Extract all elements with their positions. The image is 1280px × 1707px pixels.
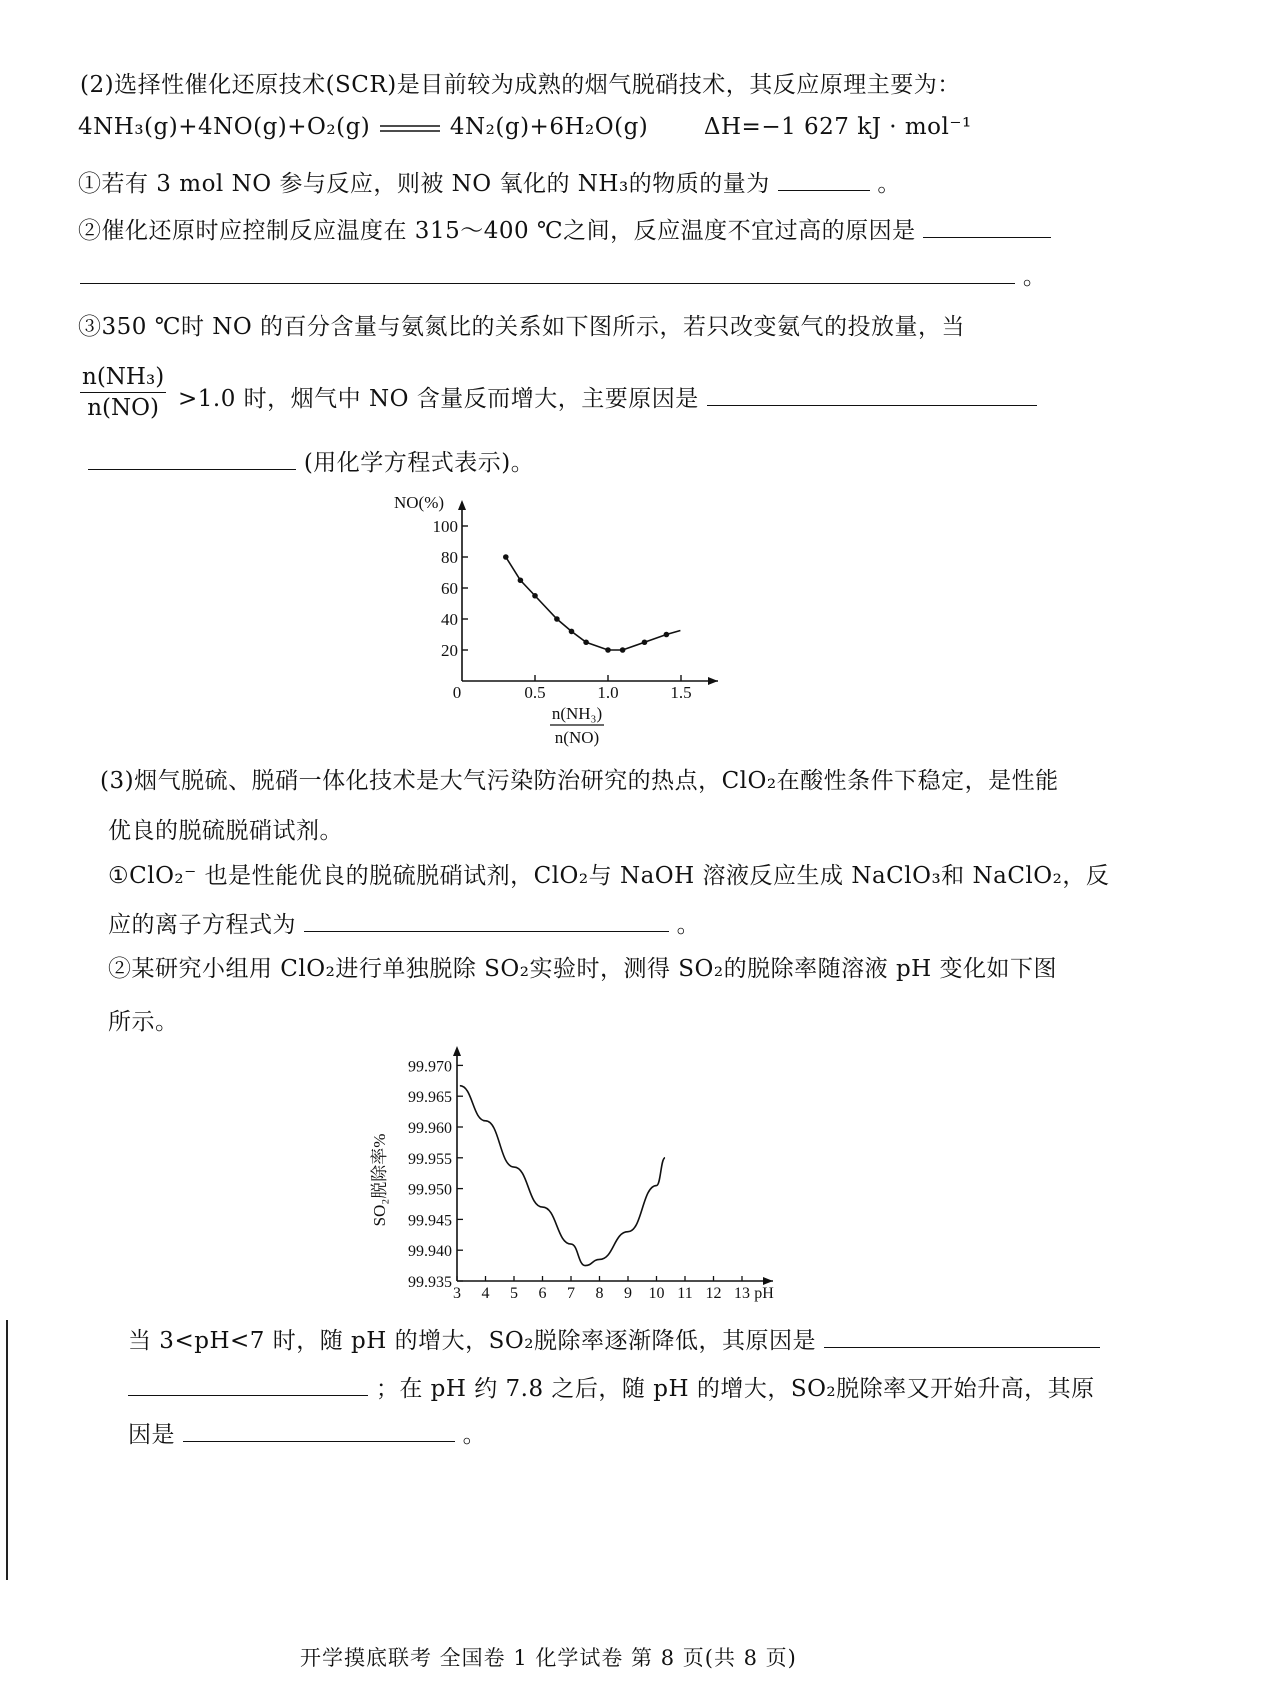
y-tick-label: 100 <box>432 517 458 536</box>
y-tick-label: 60 <box>441 579 458 598</box>
x-tick-label: 9 <box>624 1285 632 1302</box>
data-point <box>605 647 611 653</box>
q2-sub3-cont <box>178 380 1037 413</box>
q2-sub2-end: 。 <box>1022 264 1047 290</box>
q3-intro-b: 优良的脱硫脱硝试剂。 <box>108 818 343 844</box>
data-point <box>583 639 589 645</box>
q2-sub1-text: ①若有 3 mol NO 参与反应，则被 NO 氧化的 NH₃的物质的量为 <box>78 171 770 197</box>
x-tick-label: 3 <box>453 1285 461 1302</box>
data-point <box>518 577 524 583</box>
y-tick-label: 80 <box>441 548 458 567</box>
data-point <box>569 629 575 635</box>
answer-blank[interactable] <box>707 404 1037 406</box>
x-tick-label: 1.0 <box>597 683 619 702</box>
series-line <box>460 1086 665 1266</box>
y-tick-label: 99.945 <box>408 1212 452 1230</box>
q2-intro: (2)选择性催化还原技术(SCR)是目前较为成熟的烟气脱硝技术，其反应原理主要为： <box>80 72 961 98</box>
series-line <box>506 557 681 650</box>
x-tick-label: 10 <box>648 1285 665 1302</box>
reaction-equation <box>78 114 972 141</box>
q2-sub2-line2 <box>80 258 1046 291</box>
y-axis-arrow-icon <box>453 1046 461 1056</box>
x-tick-label: 8 <box>595 1285 604 1302</box>
x-tick-label: 12 <box>705 1285 722 1302</box>
x-axis-arrow-icon <box>708 677 718 685</box>
x-axis-label-numerator: n(NH₃) <box>551 704 603 723</box>
x-axis-label: pH <box>754 1285 774 1302</box>
fraction-numerator: n(NH₃) <box>82 364 165 390</box>
fraction-denominator: n(NO) <box>87 395 159 421</box>
q2-sub3-tail <box>88 444 534 477</box>
q3-sub2-a: ②某研究小组用 ClO₂进行单独脱除 SO₂实验时，测得 SO₂的脱除率随溶液 pH 变化如下图 <box>108 956 1058 982</box>
answer-blank[interactable] <box>923 236 1051 238</box>
data-point <box>554 616 560 622</box>
y-tick-label: 40 <box>441 610 458 629</box>
x-tick-label: 6 <box>538 1285 547 1302</box>
q3-after-a-text: 当 3<pH<7 时，随 pH 的增大，SO₂脱除率逐渐降低，其原因是 <box>128 1328 816 1354</box>
scan-edge-line <box>6 1320 8 1580</box>
x-tick-label: 1.5 <box>670 683 692 702</box>
y-tick-label: 99.960 <box>408 1120 452 1137</box>
answer-blank[interactable] <box>80 282 1015 284</box>
x-tick-label: 7 <box>567 1285 575 1302</box>
q3-after-b <box>128 1370 1095 1403</box>
y-tick-label: 99.950 <box>408 1181 452 1199</box>
data-point <box>620 647 626 653</box>
answer-blank[interactable] <box>88 468 296 470</box>
x-tick-label: 4 <box>481 1285 490 1302</box>
q2-sub1 <box>78 165 901 198</box>
y-axis-label: NO(%) <box>394 493 445 512</box>
x-tick-label: 11 <box>677 1285 693 1302</box>
x-axis-arrow-icon <box>763 1277 773 1285</box>
y-axis-arrow-icon <box>458 500 466 510</box>
q3-sub1-end: 。 <box>676 912 701 938</box>
ratio-fraction <box>80 364 166 421</box>
x-origin-label: 0 <box>452 683 462 702</box>
data-point <box>642 639 648 645</box>
y-tick-label: 99.935 <box>408 1274 452 1291</box>
q2-sub3: ③350 ℃时 NO 的百分含量与氨氮比的关系如下图所示，若只改变氨气的投放量，当 <box>78 314 966 340</box>
q2-sub1-end: 。 <box>877 171 901 197</box>
data-point <box>503 554 509 560</box>
q3-after-c-text: 因是 <box>128 1422 175 1448</box>
q3-after-end: 。 <box>462 1422 487 1448</box>
equation-rhs: 4N₂(g)+6H₂O(g) <box>449 114 649 140</box>
data-point <box>532 593 538 599</box>
x-tick-label: 0.5 <box>524 683 546 702</box>
x-tick-label: 5 <box>510 1285 518 1302</box>
answer-blank[interactable] <box>128 1394 368 1396</box>
q2-sub3-tail-text: (用化学方程式表示)。 <box>303 450 535 476</box>
y-axis-label: SO₂脱除率% <box>370 1133 389 1227</box>
x-axis-label-denominator: n(NO) <box>554 728 600 747</box>
answer-blank[interactable] <box>824 1346 1100 1348</box>
y-tick-label: 99.955 <box>408 1150 452 1168</box>
y-tick-label: 99.965 <box>408 1089 452 1107</box>
y-tick-label: 99.970 <box>408 1058 452 1076</box>
q3-after-b-text: ；在 pH 约 7.8 之后，随 pH 的增大，SO₂脱除率又开始升高，其原 <box>375 1376 1095 1402</box>
q3-after-c <box>128 1416 486 1449</box>
q2-sub2-text: ②催化还原时应控制反应温度在 315～400 ℃之间，反应温度不宜过高的原因是 <box>78 218 916 244</box>
equilibrium-arrow-icon <box>378 115 442 141</box>
q3-after-a <box>128 1322 1100 1355</box>
equation-lhs: 4NH₃(g)+4NO(g)+O₂(g) <box>78 114 371 140</box>
q3-intro-a: (3)烟气脱硫、脱硝一体化技术是大气污染防治研究的热点，ClO₂在酸性条件下稳定，是性能 <box>100 768 1059 794</box>
answer-blank[interactable] <box>183 1440 455 1442</box>
q3-sub1-b-text: 应的离子方程式为 <box>108 912 296 938</box>
q2-sub2 <box>78 212 1051 245</box>
q3-sub2-b: 所示。 <box>108 1009 179 1035</box>
no-percent-chart <box>380 480 760 770</box>
equation-enthalpy: ΔH=−1 627 kJ · mol⁻¹ <box>703 114 972 140</box>
q3-sub1-b <box>108 906 700 939</box>
q3-sub1-a: ①ClO₂⁻ 也是性能优良的脱硫脱硝试剂，ClO₂与 NaOH 溶液反应生成 NaClO₃和 NaClO₂，反 <box>108 863 1110 889</box>
answer-blank[interactable] <box>778 189 870 191</box>
y-tick-label: 99.940 <box>408 1243 452 1261</box>
data-point <box>664 632 670 638</box>
so2-removal-chart <box>345 1040 865 1312</box>
x-tick-label: 13 <box>734 1285 750 1302</box>
q2-sub3-cont-text: >1.0 时，烟气中 NO 含量反而增大，主要原因是 <box>178 386 699 412</box>
page-footer: 开学摸底联考 全国卷 1 化学试卷 第 8 页(共 8 页) <box>300 1646 797 1670</box>
answer-blank[interactable] <box>304 930 669 932</box>
y-tick-label: 20 <box>441 641 458 660</box>
